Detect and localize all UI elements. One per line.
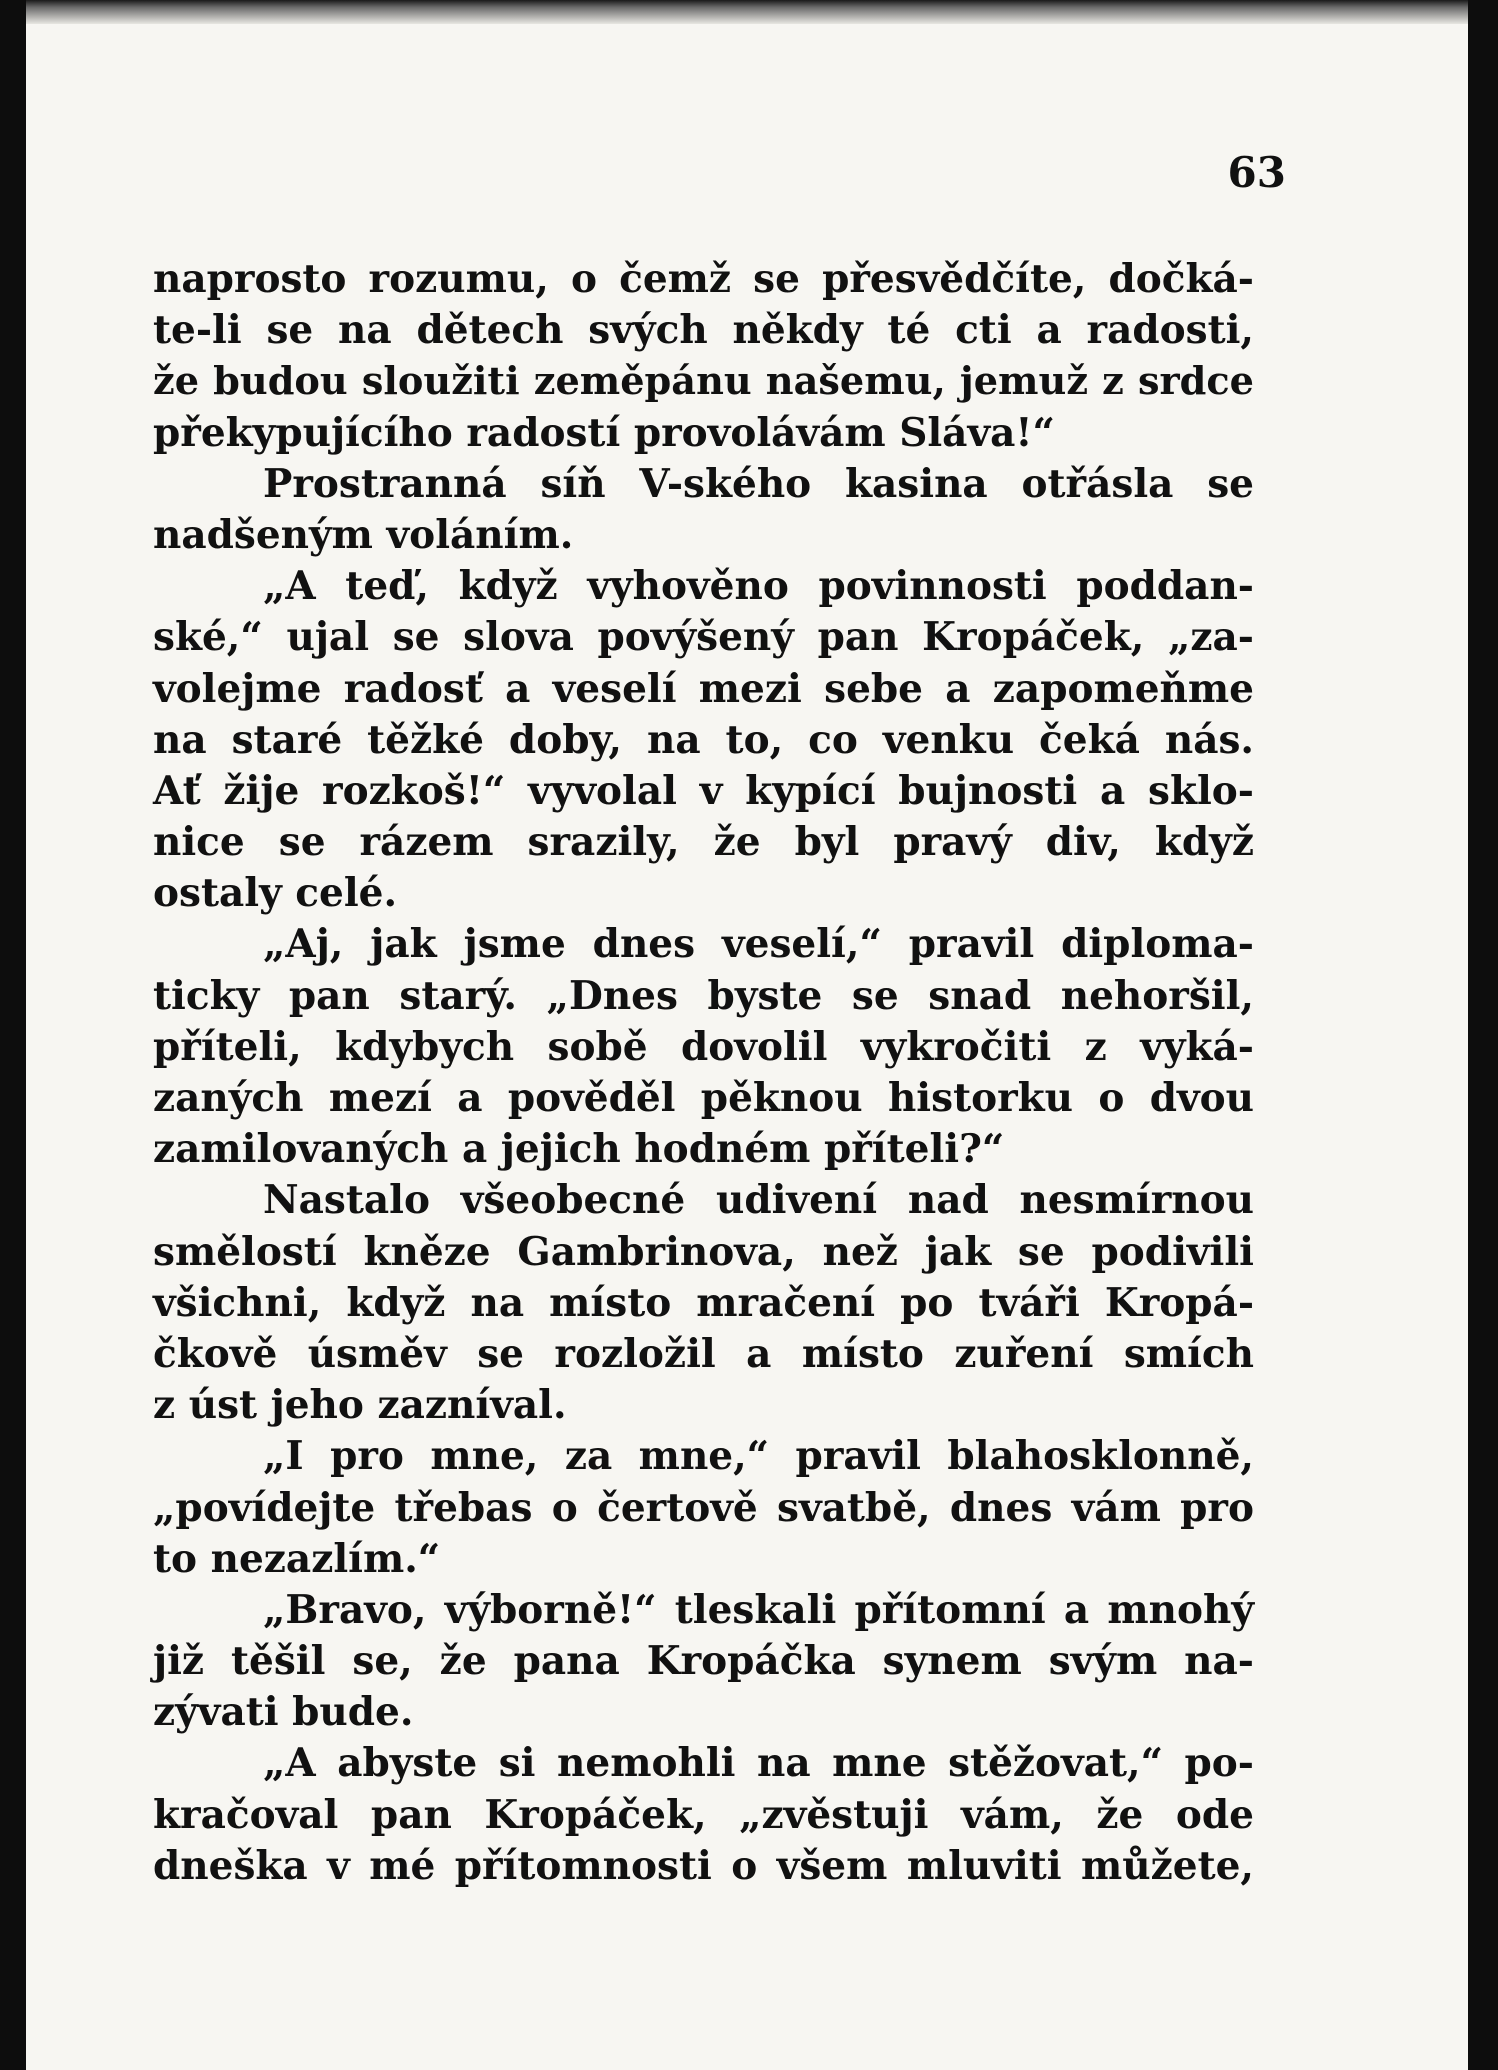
scan-border-right bbox=[1468, 0, 1498, 2070]
text-line: zamilovaných a jejich hodném příteli?“ bbox=[153, 1126, 1005, 1173]
text-line: z úst jeho zazníval. bbox=[153, 1382, 567, 1429]
text-line: na staré těžké doby, na to, co venku čeká nás. bbox=[153, 716, 1254, 763]
text-line: příteli, kdybych sobě dovolil vykročiti z vyká- bbox=[153, 1023, 1254, 1070]
text-line: nadšeným voláním. bbox=[153, 511, 574, 558]
text-line: „A abyste si nemohli na mne stěžovat,“ po- bbox=[263, 1740, 1254, 1787]
text-line: volejme radosť a veselí mezi sebe a zapomeňme bbox=[153, 665, 1254, 712]
text-line: ské,“ ujal se slova povýšený pan Kropáček, „za- bbox=[153, 614, 1254, 661]
text-line: „Aj, jak jsme dnes veselí,“ pravil diploma- bbox=[263, 921, 1254, 968]
text-line: „A teď, když vyhověno povinnosti poddan- bbox=[263, 563, 1254, 610]
text-line: čkově úsměv se rozložil a místo zuření smích bbox=[153, 1330, 1254, 1377]
text-line: že budou sloužiti zeměpánu našemu, jemuž z srdce bbox=[153, 359, 1254, 405]
text-line: „povídejte třebas o čertově svatbě, dnes vám pro bbox=[153, 1484, 1254, 1531]
text-line: ostaly celé. bbox=[153, 870, 398, 917]
text-line: všichni, když na místo mračení po tváři Kropá- bbox=[153, 1279, 1254, 1326]
body-text bbox=[153, 254, 1254, 1892]
scan-border-top bbox=[26, 0, 1468, 24]
text-line: Nastalo všeobecné udivení nad nesmírnou bbox=[263, 1177, 1254, 1224]
scan-border-left bbox=[0, 0, 26, 2070]
text-line: „Bravo, výborně!“ tleskali přítomní a mnohý bbox=[263, 1586, 1254, 1633]
text-line: to nezazlím.“ bbox=[153, 1535, 441, 1582]
page-number: 63 bbox=[1227, 148, 1286, 197]
text-line: naprosto rozumu, o čemž se přesvědčíte, dočká- bbox=[153, 256, 1254, 302]
text-line: zývati bude. bbox=[153, 1689, 414, 1736]
text-line: Ať žije rozkoš!“ vyvolal v kypící bujnosti a sklo- bbox=[153, 767, 1254, 814]
text-line: ticky pan starý. „Dnes byste se snad nehoršil, bbox=[153, 972, 1254, 1019]
text-line: Prostranná síň V-ského kasina otřásla se bbox=[263, 460, 1254, 507]
text-line: již těšil se, že pana Kropáčka synem svým na- bbox=[153, 1638, 1254, 1685]
text-line: smělostí kněze Gambrinova, než jak se podivili bbox=[153, 1228, 1254, 1275]
text-line: zaných mezí a pověděl pěknou historku o dvou bbox=[153, 1075, 1254, 1121]
text-line: překypujícího radostí provolávám Sláva!“ bbox=[153, 409, 1055, 456]
text-line: te-li se na dětech svých někdy té cti a radosti, bbox=[153, 307, 1254, 354]
text-line: kračoval pan Kropáček, „zvěstuji vám, že ode bbox=[153, 1791, 1254, 1838]
text-line: „I pro mne, za mne,“ pravil blahosklonně, bbox=[263, 1433, 1254, 1480]
text-line: nice se rázem srazily, že byl pravý div, když bbox=[153, 819, 1254, 866]
text-line: dneška v mé přítomnosti o všem mluviti můžete, bbox=[153, 1842, 1254, 1889]
